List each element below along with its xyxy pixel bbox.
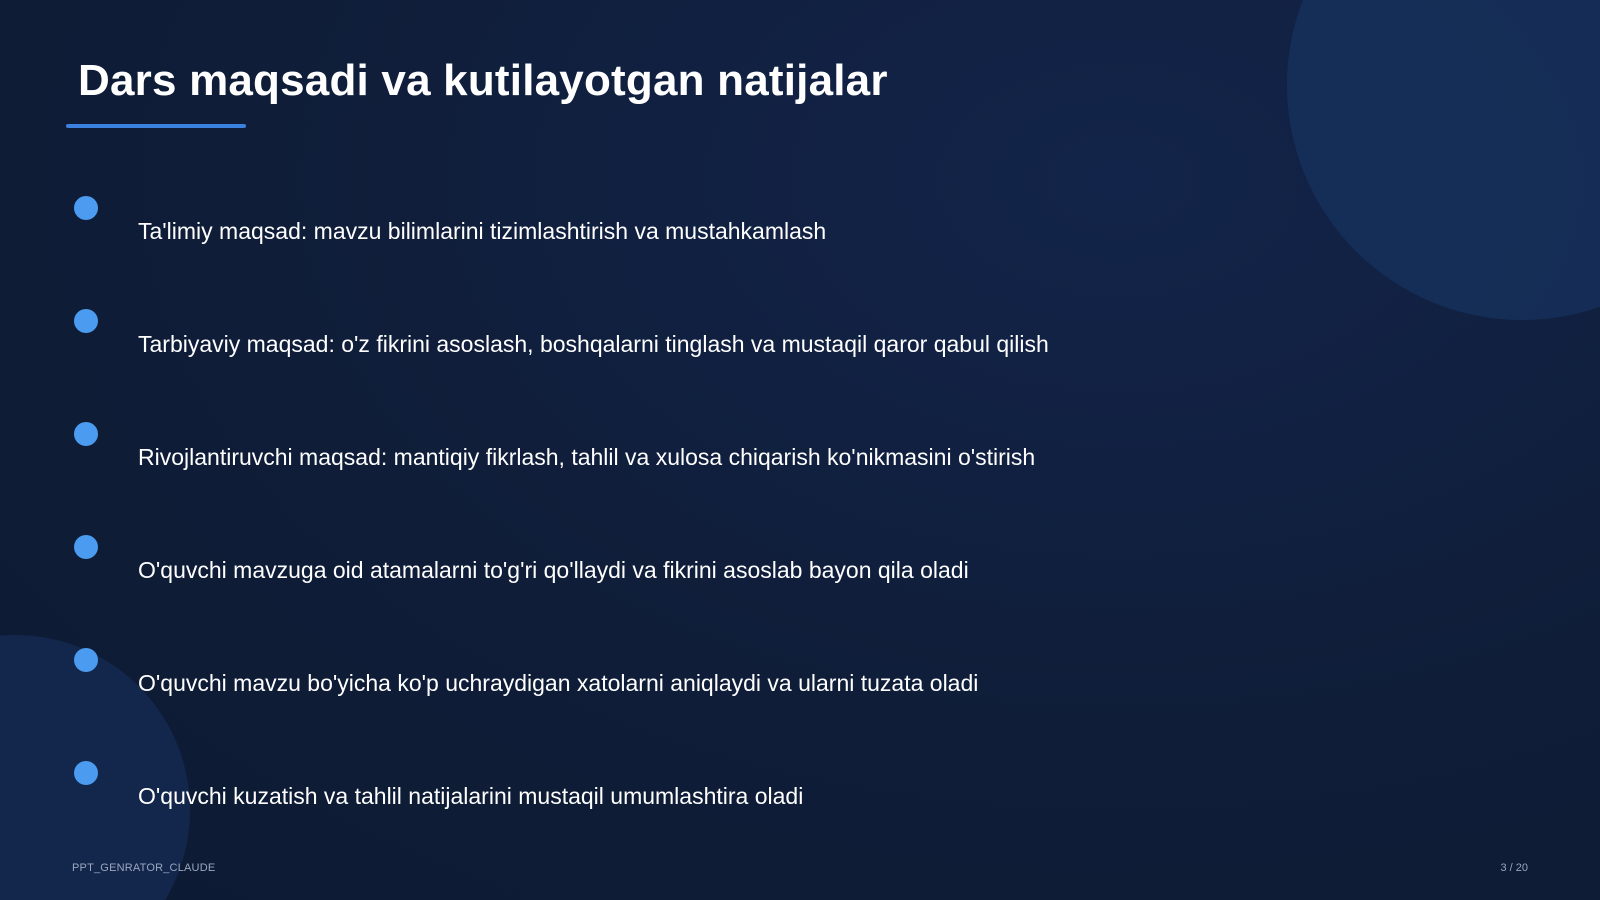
bullet-text: O'quvchi mavzuga oid atamalarni to'g'ri qo'llaydi va fikrini asoslab bayon qila oladi (138, 557, 969, 583)
bullet-dot-icon (74, 761, 98, 785)
bullet-dot-icon (74, 309, 98, 333)
bullet-dot-icon (74, 535, 98, 559)
bullet-text: Ta'limiy maqsad: mavzu bilimlarini tizimlashtirish va mustahkamlash (138, 218, 827, 244)
bullet-item (74, 422, 1174, 492)
bullet-text: O'quvchi mavzu bo'yicha ko'p uchraydigan xatolarni aniqlaydi va ularni tuzata oladi (138, 670, 979, 696)
bullet-text: O'quvchi kuzatish va tahlil natijalarini mustaqil umumlashtira oladi (138, 783, 804, 809)
slide-title: Dars maqsadi va kutilayotgan natijalar (78, 56, 888, 105)
bullet-item (74, 535, 1174, 605)
bullet-text: Rivojlantiruvchi maqsad: mantiqiy fikrlash, tahlil va xulosa chiqarish ko'nikmasini o'stirish (138, 444, 1036, 470)
title-underline (66, 124, 246, 128)
bullet-dot-icon (74, 422, 98, 446)
bullet-text: Tarbiyaviy maqsad: o'z fikrini asoslash, boshqalarni tinglash va mustaqil qaror qabul qilish (138, 331, 1049, 357)
bullet-item (74, 761, 1174, 831)
bullet-dot-icon (74, 196, 98, 220)
bullet-item (74, 648, 1174, 718)
decorative-circle-top-right (1287, 0, 1600, 320)
bullet-item (74, 196, 1174, 266)
footer-label: PPT_GENRATOR_CLAUDE (72, 862, 216, 874)
page-number: 3 / 20 (1500, 862, 1528, 874)
bullet-dot-icon (74, 648, 98, 672)
bullet-item (74, 309, 1174, 379)
